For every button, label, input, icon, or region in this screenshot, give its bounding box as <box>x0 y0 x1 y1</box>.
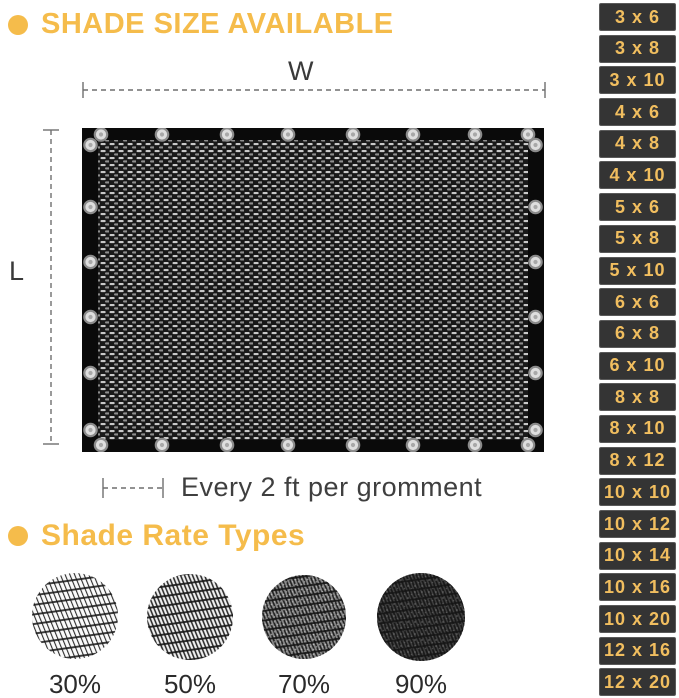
width-dimension-line <box>83 82 545 98</box>
size-item: 4 x 8 <box>599 130 676 158</box>
grommet <box>84 139 96 151</box>
grommet <box>407 128 419 140</box>
grommet <box>84 424 96 436</box>
shade-rate-label: 90% <box>394 669 448 698</box>
grommet <box>95 128 107 140</box>
size-item: 8 x 12 <box>599 447 676 475</box>
size-item: 12 x 16 <box>599 637 676 665</box>
grommet <box>407 439 419 451</box>
section-title-shade-size: SHADE SIZE AVAILABLE <box>41 8 394 40</box>
grommet <box>221 439 233 451</box>
size-item: 10 x 20 <box>599 605 676 633</box>
grommet <box>529 367 541 379</box>
size-item: 6 x 10 <box>599 352 676 380</box>
grommet <box>347 439 359 451</box>
size-item: 4 x 6 <box>599 98 676 126</box>
size-item: 8 x 8 <box>599 383 676 411</box>
grommet <box>347 128 359 140</box>
size-item: 12 x 20 <box>599 668 676 696</box>
size-item: 10 x 12 <box>599 510 676 538</box>
length-dimension-line <box>43 130 59 444</box>
size-item: 10 x 14 <box>599 542 676 570</box>
grommet-note: Every 2 ft per gromment <box>181 472 483 502</box>
width-label: W <box>288 56 314 86</box>
grommet <box>469 439 481 451</box>
grommet <box>84 311 96 323</box>
size-item: 3 x 8 <box>599 35 676 63</box>
size-list <box>599 3 676 696</box>
size-item: 3 x 6 <box>599 3 676 31</box>
size-item: 3 x 10 <box>599 66 676 94</box>
net-mesh <box>98 140 528 440</box>
size-item: 5 x 8 <box>599 225 676 253</box>
section-shade-rate-heading <box>8 519 305 553</box>
size-item: 10 x 16 <box>599 573 676 601</box>
size-item: 8 x 10 <box>599 415 676 443</box>
grommet <box>282 439 294 451</box>
shade-rate-circle-30 <box>32 573 118 659</box>
grommet <box>84 256 96 268</box>
length-label: L <box>9 256 25 286</box>
grommet <box>84 201 96 213</box>
shade-rate-circle-90 <box>377 573 465 661</box>
section-shade-size-heading <box>8 8 394 41</box>
bullet-icon <box>8 526 28 546</box>
grommet <box>156 439 168 451</box>
grommet <box>469 128 481 140</box>
grommet <box>529 139 541 151</box>
grommet <box>529 424 541 436</box>
grommet <box>529 201 541 213</box>
grommet <box>522 439 534 451</box>
grommet <box>84 367 96 379</box>
shade-rate-label: 50% <box>163 669 217 698</box>
size-item: 4 x 10 <box>599 161 676 189</box>
size-item: 5 x 10 <box>599 257 676 285</box>
shade-rate-circle-70 <box>262 575 346 659</box>
size-item: 6 x 6 <box>599 288 676 316</box>
bullet-icon <box>8 15 28 35</box>
size-item: 6 x 8 <box>599 320 676 348</box>
shade-rate-label: 70% <box>277 669 331 698</box>
shade-rate-label: 30% <box>48 669 102 698</box>
shade-rate-circle-50 <box>147 574 233 660</box>
size-item: 10 x 10 <box>599 478 676 506</box>
size-item: 5 x 6 <box>599 193 676 221</box>
grommet-spacing-bracket <box>103 478 163 498</box>
section-title-shade-rate: Shade Rate Types <box>41 519 306 552</box>
grommet <box>529 256 541 268</box>
grommet <box>156 128 168 140</box>
grommet <box>282 128 294 140</box>
grommet <box>221 128 233 140</box>
grommet <box>95 439 107 451</box>
shade-net-figure <box>82 128 544 452</box>
grommet <box>529 311 541 323</box>
